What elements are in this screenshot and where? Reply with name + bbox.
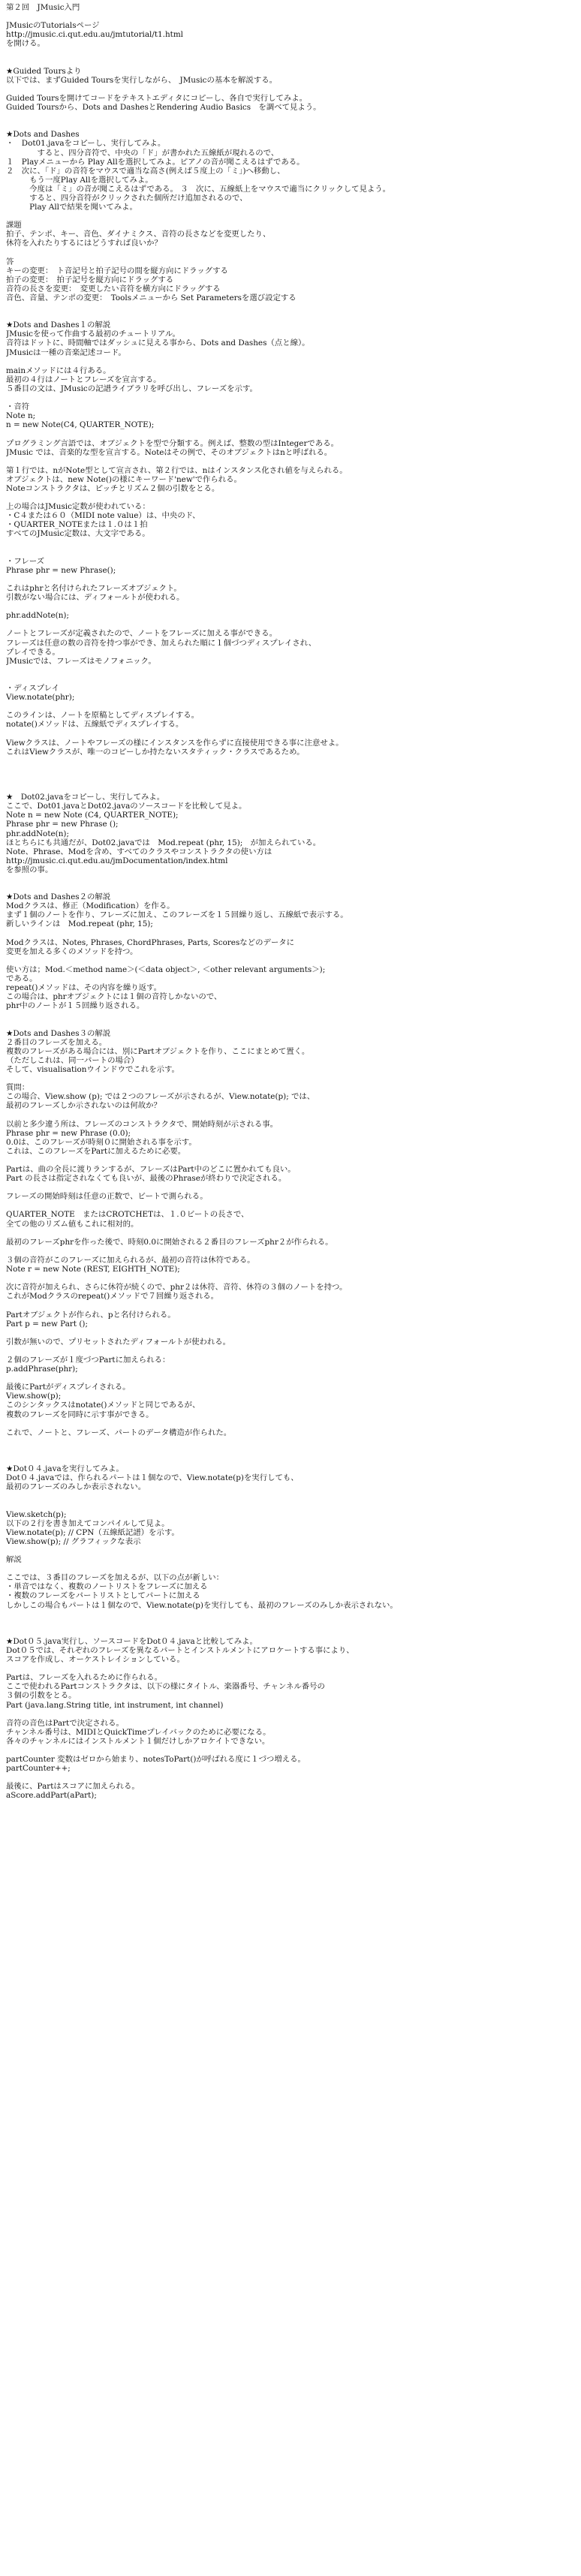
text-line: ★Dots and Dashes３の解説: [6, 1028, 111, 1038]
blank-line: [6, 1229, 575, 1238]
text-line: JMusicでは、フレーズはモノフォニック。: [6, 656, 156, 666]
text-line: Modクラスは、修正（Modification）を作る。: [6, 901, 175, 911]
text-line: キーの変更： ト音記号と拍子記号の間を縦方向にドラッグする: [6, 266, 228, 275]
text-line: 最後に、Partはスコアに加えられる。: [6, 1782, 140, 1792]
text-line: （ただしこれは、同一パートの場合）: [6, 1055, 139, 1065]
text-line: Phrase phr = new Phrase (0.0);: [6, 1128, 131, 1138]
blank-line: [6, 1664, 575, 1673]
text-line: Note n = new Note (C4, QUARTER_NOTE);: [6, 811, 179, 820]
blank-line: [6, 302, 575, 311]
text-line: これはphrと名付けられたフレーズオブジェクト。: [6, 584, 182, 593]
blank-line: [6, 212, 575, 221]
text-line: すべてのJMusic定数は、大文字である。: [6, 529, 150, 539]
blank-line: [6, 1628, 575, 1637]
blank-line: [6, 1010, 575, 1019]
blank-line: [6, 1746, 575, 1755]
text-line: ２個のフレーズが１度づつPartに加えられる：: [6, 1355, 170, 1365]
blank-line: [6, 675, 575, 684]
text-line: である。: [6, 974, 38, 984]
text-line: repeat()メソッドは、その内容を繰り返す。: [6, 983, 161, 993]
text-line: 引数がない場合には、ディフォールトが使われる。: [6, 593, 185, 603]
text-line: http://jmusic.ci.qut.edu.au/jmtutorial/t1.html: [6, 30, 184, 40]
text-line: ・単音ではなく、複数のノートリストをフレーズに加える: [6, 1582, 208, 1592]
text-line: これがModクラスのrepeat()メソッドで７回繰り返される。: [6, 1292, 218, 1302]
text-line: 第１行では、nがNote型として宣言され、第２行では、nはインスタンス化され値を与えられる。: [6, 465, 348, 475]
blank-line: [6, 48, 575, 57]
text-line: ３個の引数をとる。: [6, 1691, 77, 1701]
text-line: 最後にPartがディスプレイされる。: [6, 1383, 131, 1392]
text-line: partCounter 変数はゼロから始まり、notesToPart()が呼ばれる度に１づつ増える。: [6, 1755, 306, 1765]
text-line: QUARTER_NOTE またはCROTCHETは、１.０ビートの長さで、: [6, 1210, 249, 1220]
text-line: スコアを作成し、オーケストレイションしている。: [6, 1655, 185, 1665]
text-line: 拍子の変更： 拍子記号を縦方向にドラッグする: [6, 275, 174, 284]
text-line: ★Guided Toursより: [6, 66, 82, 76]
text-line: JMusic では、音楽的な型を宣言する。Noteはその例で、そのオブジェクトはnと呼ばれる。: [6, 447, 333, 457]
text-line: そして、visualisationウインドウでこれを示す。: [6, 1064, 179, 1074]
text-line: を開ける。: [6, 39, 45, 49]
text-line: ここで、Dot01.javaとDot02.javaのソースコードを比較して見よ。: [6, 802, 247, 811]
text-line: View.show(p);: [6, 1392, 62, 1401]
text-line: 上の場合はJMusic定数が使われている：: [6, 502, 150, 512]
text-line: 以前と多少違う所は、フレーズのコンストラクタで、開始時刻が示される事。: [6, 1119, 278, 1129]
text-line: phr.addNote(n);: [6, 829, 69, 838]
text-line: 最初のフレーズしか示されないのは何故か？: [6, 1101, 161, 1111]
text-line: プレイできる。: [6, 647, 60, 657]
text-line: Phrase phr = new Phrase();: [6, 565, 116, 575]
text-line: 以下では、まずGuided Toursを実行しながら、 JMusicの基本を解説する。: [6, 75, 277, 85]
text-line: ２ 次に、「ド」の音符をマウスで適当な高さ(例えば５度上の「ミ」)へ移動し、: [6, 166, 285, 176]
text-line: 複数のフレーズを同時に示す事ができる。: [6, 1410, 154, 1419]
text-line: View.show(p); // グラフィックな表示: [6, 1536, 141, 1546]
blank-line: [6, 1419, 575, 1428]
blank-line: [6, 1110, 575, 1119]
blank-line: [6, 1564, 575, 1573]
text-line: JMusicのTutorialsページ: [6, 21, 100, 31]
text-line: JMusicを使って作曲する最初のチュートリアル。: [6, 330, 180, 339]
text-line: ・QUARTER_NOTEまたは１.０は１拍: [6, 520, 148, 530]
text-line: このシンタックスはnotate()メソッドと同じであるが、: [6, 1401, 200, 1410]
blank-line: [6, 1455, 575, 1464]
text-line: 質問：: [6, 1083, 30, 1093]
blank-line: [6, 1329, 575, 1338]
text-line: これで、ノートと、フレーズ、パートのデータ構造が作られた。: [6, 1428, 232, 1437]
text-line: Partは、フレーズを入れるために作られる。: [6, 1673, 162, 1683]
text-line: このラインは、ノートを原稿としてディスプレイする。: [6, 711, 200, 721]
text-line: すると、四分音符がクリックされた個所だけ追加されるので、: [6, 193, 248, 203]
text-line: partCounter++;: [6, 1764, 71, 1774]
text-line: Dot０４.javaでは、作られるパートは１個なので、View.notate(p)を実行しても、: [6, 1473, 299, 1483]
text-line: Note r = new Note (REST, EIGHTH_NOTE);: [6, 1265, 180, 1274]
blank-line: [6, 1074, 575, 1083]
blank-line: [6, 1619, 575, 1628]
blank-line: [6, 1020, 575, 1029]
text-line: ここで使われるPartコンストラクタは、以下の様にタイトル、楽器番号、チャンネル番号の: [6, 1682, 325, 1692]
text-line: オブジェクトは、new Note()の様にキーワード'new'で作られる。: [6, 474, 242, 484]
text-line: View.notate(p); // CPN（五線紙記譜）を示す。: [6, 1527, 179, 1537]
text-line: これはViewクラスが、唯一のコピーしか持たないスタティック・クラスであるため。: [6, 747, 305, 757]
blank-line: [6, 121, 575, 130]
text-line: ここでは、３番目のフレーズを加えるが、以下の点が新しい：: [6, 1573, 224, 1583]
text-line: を参照の事。: [6, 865, 53, 874]
text-line: 新しいラインは Mod.repeat (phr, 15);: [6, 919, 153, 929]
text-line: すると、四分音符で、中央の「ド」が書かれた五線紙が現れるので、: [6, 148, 279, 158]
text-line: Modクラスは、Notes, Phrases, ChordPhrases, Parts, Scoresなどのデータに: [6, 937, 295, 947]
blank-line: [6, 85, 575, 94]
text-line: Note、Phrase、Modを含め、すべてのクラスやコンストラクタの使い方は: [6, 847, 272, 856]
text-line: ★Dots and Dashes: [6, 130, 80, 140]
blank-line: [6, 1201, 575, 1210]
blank-line: [6, 775, 575, 784]
text-line: ★Dots and Dashes２の解説: [6, 892, 111, 902]
text-line: ・音符: [6, 402, 30, 412]
blank-line: [6, 1546, 575, 1555]
blank-line: [6, 112, 575, 121]
text-line: フレーズは任意の数の音符を持つ事ができ、加えられた順に１個づつディスプレイされ、: [6, 638, 317, 648]
text-line: 今度は「ミ」の音が聞こえるはずである。 ３ 次に、五線紙上をマウスで適当にクリックして見よう。: [6, 184, 391, 194]
text-line: ★ Dot02.javaをコピーし、実行してみよ。: [6, 793, 165, 802]
text-line: 課題: [6, 221, 22, 230]
text-line: 0.0は、このフレーズが時刻０に開始される事を示す。: [6, 1137, 197, 1147]
blank-line: [6, 1500, 575, 1509]
text-line: n = new Note(C4, QUARTER_NOTE);: [6, 420, 155, 430]
text-line: Part (java.lang.String title, int instrument, int channel): [6, 1700, 224, 1710]
text-line: 引数が無いので、プリセットされたディフォールトが使われる。: [6, 1337, 231, 1347]
text-line: 第２回 JMusic入門: [6, 3, 80, 12]
text-line: notate()メソッドは、五線紙でディスプレイする。: [6, 720, 184, 730]
blank-line: [6, 457, 575, 466]
blank-line: [6, 493, 575, 502]
text-line: ★Dot０５.java実行し、ソースコードをDot０４.javaと比較してみよ。: [6, 1636, 257, 1646]
blank-line: [6, 757, 575, 766]
blank-line: [6, 1247, 575, 1256]
text-line: 各々のチャンネルにはインストルメント１個だけしかアロケイトできない。: [6, 1736, 270, 1746]
text-line: 最初の４行はノートとフレーズを宣言する。: [6, 375, 161, 384]
text-line: 解説: [6, 1555, 22, 1565]
text-line: 変更を加える多くのメソッドを持つ。: [6, 946, 138, 956]
blank-line: [6, 575, 575, 584]
text-line: チャンネル番号は、MIDIとQuickTimeプレイバックのために必要になる。: [6, 1727, 271, 1737]
blank-line: [6, 12, 575, 21]
text-line: ほとちらにも共通だが、Dot02.javaでは Mod.repeat (phr, 15); が加えられている。: [6, 838, 321, 847]
text-line: Guided Toursから、Dots and DashesとRendering Audio Basics を調べて見よう。: [6, 103, 321, 113]
text-line: phr.addNote(n);: [6, 611, 69, 621]
blank-line: [6, 766, 575, 775]
text-line: View.notate(phr);: [6, 693, 75, 703]
text-line: プログラミング言語では、オブジェクトを型で分類する。例えば、整数の型はIntegerである。: [6, 438, 339, 448]
text-line: Phrase phr = new Phrase ();: [6, 820, 119, 829]
blank-line: [6, 311, 575, 320]
blank-line: [6, 1301, 575, 1310]
text-line: http://jmusic.ci.qut.edu.au/jmDocumentation/index.html: [6, 856, 228, 865]
text-line: １ Playメニューから Play Allを選択してみよ。ピアノの音が聞こえるはずである。: [6, 157, 305, 167]
blank-line: [6, 1773, 575, 1782]
blank-line: [6, 58, 575, 67]
text-line: 複数のフレーズがある場合には、別にPartオブジェクトを作り、ここにまとめて置く。: [6, 1046, 310, 1056]
blank-line: [6, 539, 575, 548]
blank-line: [6, 1610, 575, 1619]
text-line: ３個の音符がこのフレーズに加えられるが、最初の音符は休符である。: [6, 1255, 255, 1265]
text-line: View.sketch(p);: [6, 1509, 67, 1519]
text-line: ・C４または６０（MIDI note value）は、中央のド、: [6, 511, 200, 521]
text-line: ・フレーズ: [6, 556, 45, 566]
text-line: Partオブジェクトが作られ、pと名付けられる。: [6, 1310, 176, 1320]
text-line: Dot０５では、それぞれのフレーズを異なるパートとインストルメントにアロケートする事により、: [6, 1645, 354, 1655]
blank-line: [6, 1347, 575, 1356]
text-line: aScore.addPart(aPart);: [6, 1791, 97, 1801]
text-line: Note n;: [6, 411, 36, 421]
text-line: Part の長さは指定されなくても良いが、最後のPhraseが終わりで決定される。: [6, 1174, 287, 1184]
text-line: 最初のフレーズphrを作った後で、時刻0.0に開始される２番目のフレーズphr２が作られる。: [6, 1237, 333, 1247]
text-line: まず１個のノートを作り、フレーズに加え、このフレーズを１５回繰り返し、五線紙で表示する。: [6, 910, 348, 920]
text-line: ２番目のフレーズを加える。: [6, 1037, 107, 1047]
text-line: 音符の音色はPartで決定される。: [6, 1718, 124, 1728]
blank-line: [6, 666, 575, 675]
text-line: これは、このフレーズをPartに加えるために必要。: [6, 1146, 186, 1156]
text-line: 以下の２行を書き加えてコンパイルして見よ。: [6, 1518, 170, 1528]
text-line: この場合は、phrオブジェクトには１個の音符しかないので、: [6, 992, 222, 1002]
blank-line: [6, 1437, 575, 1446]
text-line: 音符の長さを変更： 変更したい音符を横方向にドラッグする: [6, 284, 221, 293]
text-line: Viewクラスは、ノートやフレーズの様にインスタンスを作らずに直接使用できる事に注意せよ。: [6, 738, 344, 748]
text-line: Guided Toursを開けてコードをテキストエディタにコピーし、各自で実行してみよ。: [6, 93, 308, 103]
text-line: Part p = new Part ();: [6, 1319, 88, 1329]
blank-line: [6, 956, 575, 965]
text-line: Noteコンストラクタは、ピッチとリズム２個の引数をとる。: [6, 483, 220, 493]
text-line: ★Dots and Dashes１の解説: [6, 320, 111, 330]
text-line: 次に音符が加えられ、さらに休符が続くので、phr２は休符、音符、休符の３個のノートを持つ。: [6, 1283, 348, 1293]
blank-line: [6, 730, 575, 739]
blank-line: [6, 1710, 575, 1719]
text-line: ノートとフレーズが定義されたので、ノートをフレーズに加える事ができる。: [6, 629, 277, 639]
text-line: Play Allで結果を聞いてみよ。: [6, 203, 137, 212]
blank-line: [6, 548, 575, 557]
text-line: この場合、View.show (p); では２つのフレーズが示されるが、View.notate(p); では、: [6, 1092, 315, 1102]
text-line: ★Dot０４.javaを実行してみよ。: [6, 1464, 124, 1474]
blank-line: [6, 929, 575, 938]
text-line: ・ディスプレイ: [6, 684, 59, 694]
text-line: JMusicは一種の音楽記述コード。: [6, 348, 126, 357]
text-line: 拍子、テンポ、キー、音色、ダイナミクス、音符の長さなどを変更したり、: [6, 230, 271, 239]
text-line: しかしこの場合もパートは１個なので、View.notate(p)を実行しても、最初のフレーズのみしか表示されない。: [6, 1600, 398, 1610]
blank-line: [6, 248, 575, 257]
blank-line: [6, 874, 575, 883]
text-line: p.addPhrase(phr);: [6, 1365, 78, 1374]
text-line: ・ Dot01.javaをコピーし、実行してみよ。: [6, 139, 166, 149]
blank-line: [6, 620, 575, 629]
blank-line: [6, 702, 575, 711]
text-line: フレーズの開始時刻は任意の正数で、ビートで測られる。: [6, 1192, 208, 1202]
text-line: もう一度Play Allを選択してみよ。: [6, 175, 153, 185]
text-line: 使い方は；Mod.＜method name＞(＜data object＞, ＜other relevant arguments＞);: [6, 964, 326, 974]
text-line: 音符はドットに、時間軸ではダッシュに見える事から、Dots and Dashes（点と線）。: [6, 339, 310, 348]
blank-line: [6, 1274, 575, 1283]
blank-line: [6, 393, 575, 402]
blank-line: [6, 784, 575, 793]
text-line: mainメソッドには４行ある。: [6, 366, 111, 375]
blank-line: [6, 1156, 575, 1165]
blank-line: [6, 357, 575, 366]
blank-line: [6, 602, 575, 611]
blank-line: [6, 1374, 575, 1383]
text-line: ・複数のフレーズをパートリストとしてパートに加える: [6, 1591, 200, 1601]
text-line: 最初のフレーズのみしか表示されない。: [6, 1482, 146, 1492]
blank-line: [6, 1183, 575, 1192]
text-line: phr中のノートが１５回繰り返される。: [6, 1001, 145, 1011]
blank-line: [6, 429, 575, 438]
text-line: 全ての他のリズム値もこれに相対的。: [6, 1219, 139, 1229]
text-line: Partは、曲の全長に渡りランするが、フレーズはPart中のどこに置かれても良い。: [6, 1165, 296, 1174]
text-line: 答: [6, 257, 14, 266]
text-line: ５番目の文は、JMusicの記譜ライブラリを呼び出し、フレーズを示す。: [6, 384, 257, 393]
blank-line: [6, 1446, 575, 1455]
text-line: 休符を入れたりするにはどうすれば良いか？: [6, 239, 162, 248]
text-line: 音色、音量、テンポの変更： Toolsメニューから Set Parametersを選び設定する: [6, 293, 297, 302]
blank-line: [6, 883, 575, 892]
blank-line: [6, 1491, 575, 1500]
